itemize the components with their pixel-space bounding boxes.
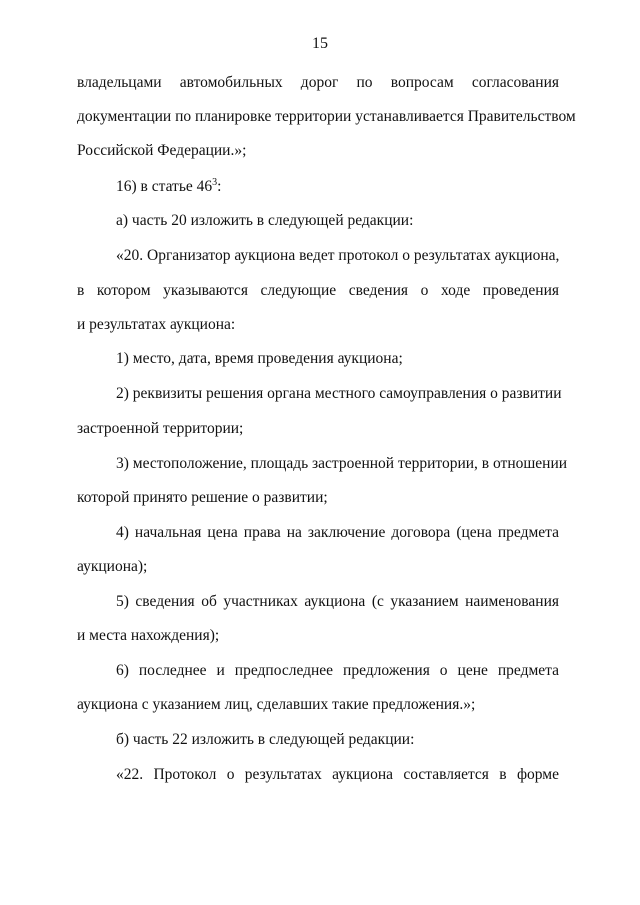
- text-line: Российской Федерации.»;: [77, 142, 247, 159]
- text-line: б) часть 22 изложить в следующей редакции:: [116, 731, 415, 748]
- text-line: в котором указываются следующие сведения о ходе проведения: [77, 282, 559, 299]
- text-line: 3) местоположение, площадь застроенной территории, в отношении: [116, 455, 568, 472]
- article-colon: :: [217, 178, 222, 195]
- text-line: застроенной территории;: [77, 420, 244, 437]
- text-line: 5) сведения об участниках аукциона (с указанием наименования: [116, 593, 559, 610]
- article-superscript: 3: [212, 176, 218, 188]
- text-line: 1) место, дата, время проведения аукциона;: [116, 350, 403, 367]
- text-line: «22. Протокол о результатах аукциона составляется в форме: [116, 766, 559, 783]
- text-line: аукциона);: [77, 558, 148, 575]
- text-line: документации по планировке территории устанавливается Правительством: [77, 108, 576, 125]
- text-line: 6) последнее и предпоследнее предложения о цене предмета: [116, 662, 559, 679]
- page-number: 15: [312, 35, 328, 52]
- text-line: которой принято решение о развитии;: [77, 489, 328, 506]
- text-line: «20. Организатор аукциона ведет протокол о результатах аукциона,: [116, 247, 560, 264]
- article-ref: 16) в статье 46: [116, 178, 213, 195]
- text-line: 2) реквизиты решения органа местного самоуправления о развитии: [116, 385, 562, 402]
- text-line: а) часть 20 изложить в следующей редакции:: [116, 212, 414, 229]
- text-line: и места нахождения);: [77, 627, 220, 644]
- text-line: [116, 176, 559, 198]
- text-line: владельцами автомобильных дорог по вопросам согласования: [77, 74, 559, 91]
- text-line: аукциона с указанием лиц, сделавших такие предложения.»;: [77, 696, 476, 713]
- text-line: и результатах аукциона:: [77, 316, 236, 333]
- text-line: 4) начальная цена права на заключение договора (цена предмета: [116, 524, 559, 541]
